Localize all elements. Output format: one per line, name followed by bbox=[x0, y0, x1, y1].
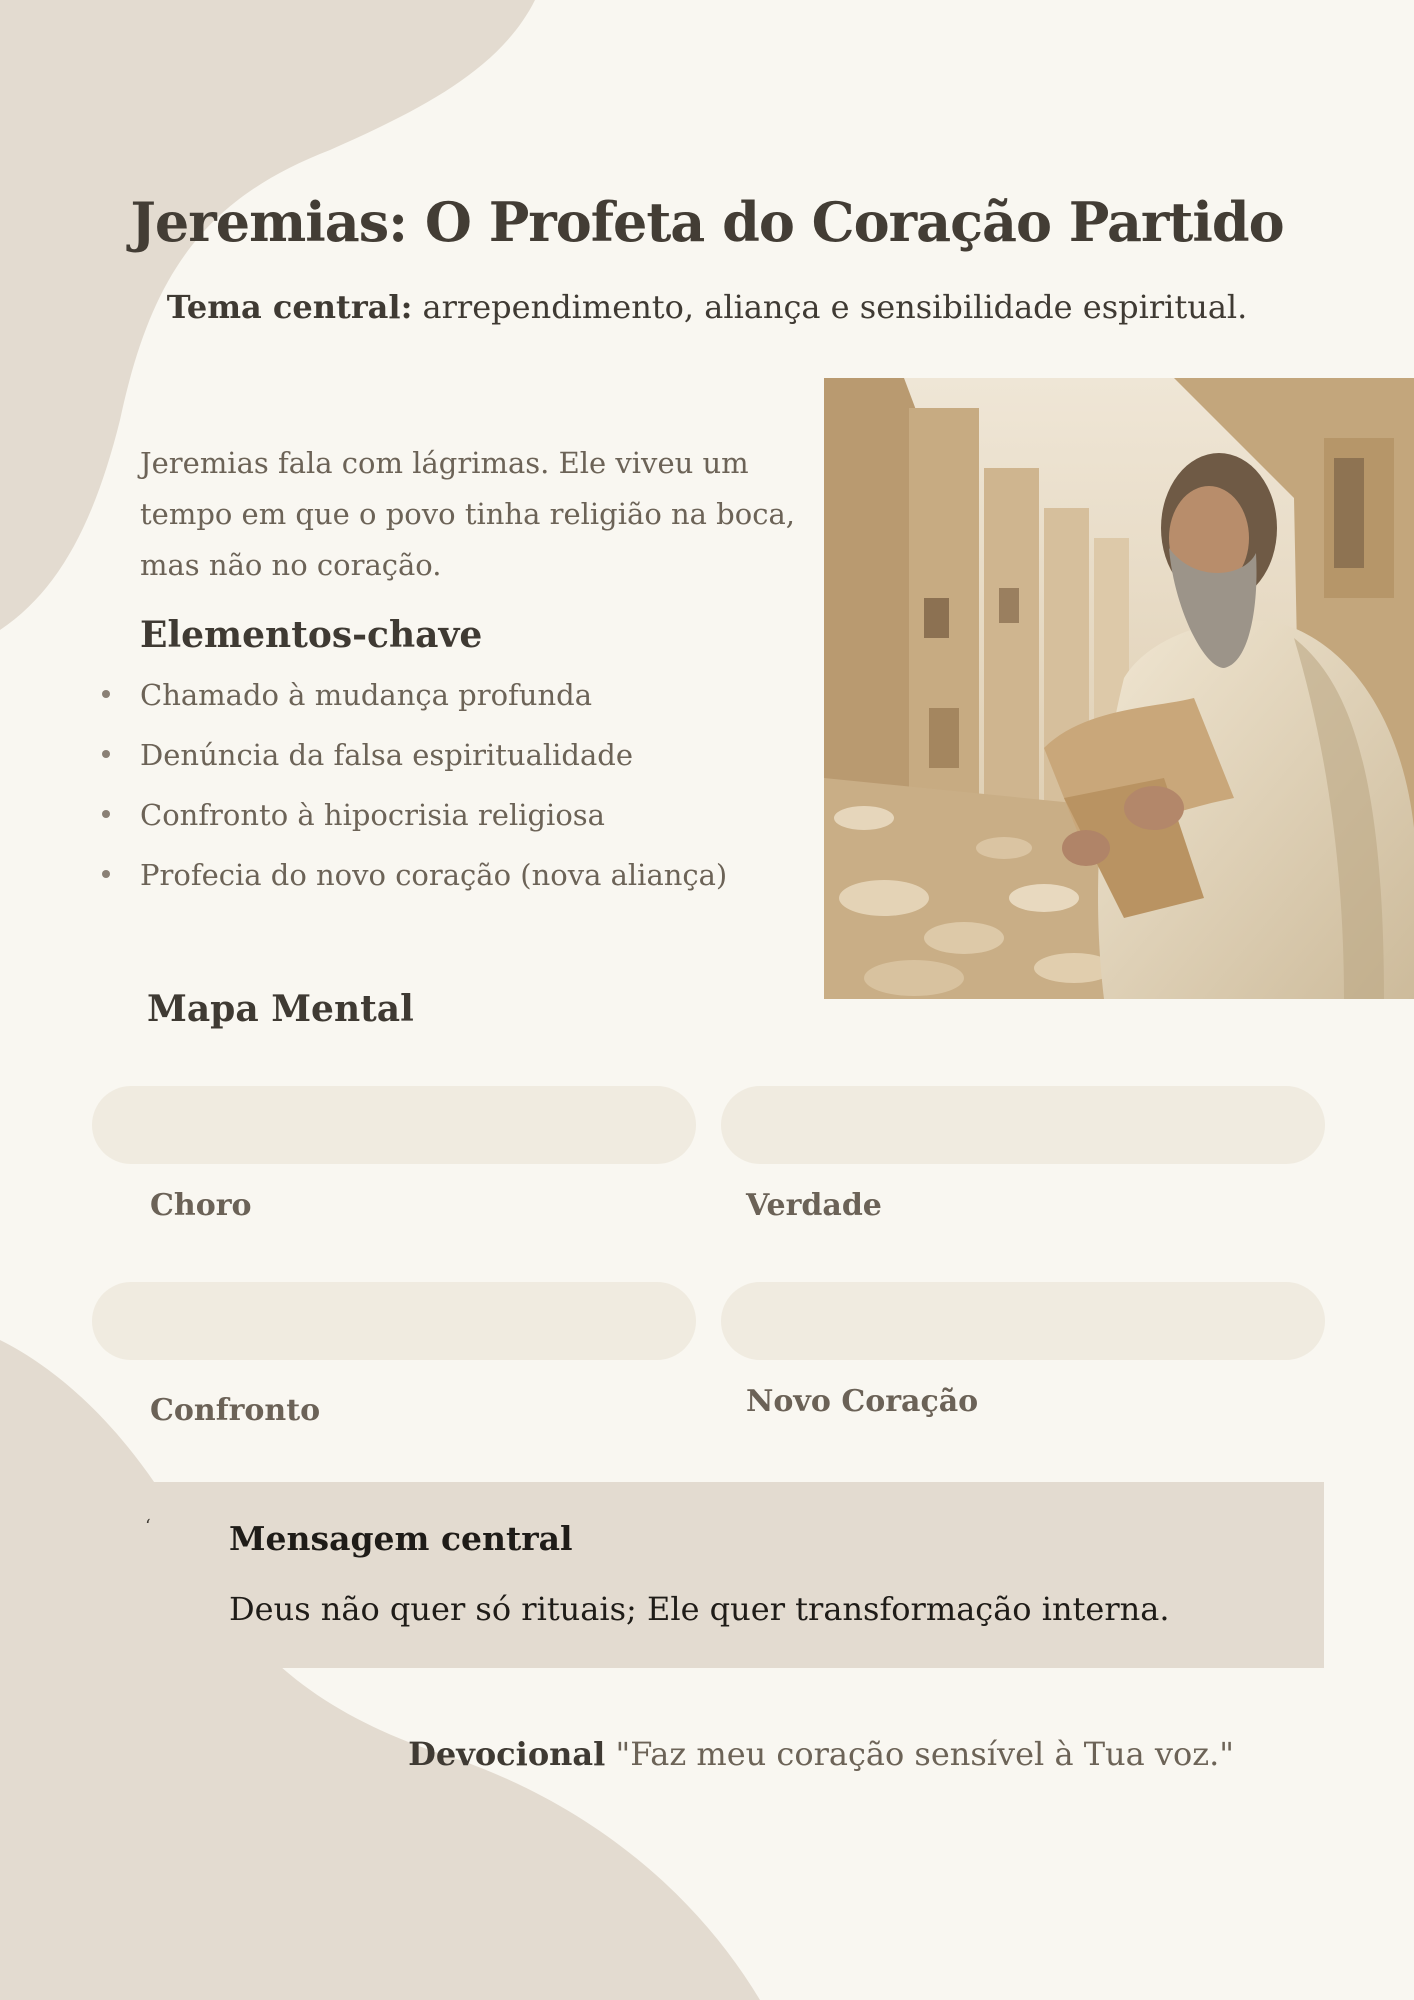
central-message-title: Mensagem central bbox=[229, 1519, 573, 1558]
page-title: Jeremias: O Profeta do Coração Partido bbox=[130, 190, 1284, 254]
bullet-icon bbox=[102, 690, 110, 698]
list-item: Profecia do novo coração (nova aliança) bbox=[96, 850, 796, 910]
devotional-label: Devocional bbox=[408, 1735, 606, 1773]
mind-map-node-bar-novo-coracao bbox=[721, 1282, 1325, 1360]
mind-map-node-choro: Choro bbox=[150, 1188, 252, 1223]
devotional-quote: "Faz meu coração sensível à Tua voz." bbox=[605, 1735, 1234, 1773]
page-subtitle bbox=[0, 288, 1414, 326]
subtitle-text: arrependimento, aliança e sensibilidade espiritual. bbox=[412, 288, 1248, 326]
mind-map-node-bar-confronto bbox=[92, 1282, 696, 1360]
quote-mark-icon: ʻ bbox=[145, 1516, 151, 1537]
list-item: Chamado à mudança profunda bbox=[96, 670, 796, 730]
intro-line: tempo em que o povo tinha religião na boca, bbox=[140, 497, 795, 531]
key-elements-heading: Elementos-chave bbox=[140, 614, 483, 656]
intro-paragraph bbox=[140, 438, 800, 591]
mind-map-heading: Mapa Mental bbox=[147, 988, 414, 1030]
subtitle-label: Tema central: bbox=[166, 288, 413, 326]
mind-map-node-verdade: Verdade bbox=[746, 1188, 882, 1223]
mind-map-node-novo-coracao: Novo Coração bbox=[746, 1384, 979, 1419]
intro-line: mas não no coração. bbox=[140, 548, 442, 582]
key-elements-list bbox=[96, 670, 796, 910]
list-item: Confronto à hipocrisia religiosa bbox=[96, 790, 796, 850]
bottom-left-blob bbox=[0, 1340, 760, 2000]
bullet-icon bbox=[102, 750, 110, 758]
central-message-box bbox=[127, 1482, 1324, 1668]
central-message-text: Deus não quer só rituais; Ele quer transformação interna. bbox=[229, 1590, 1170, 1628]
prophet-illustration bbox=[824, 378, 1414, 999]
mind-map-node-bar-verdade bbox=[721, 1086, 1325, 1164]
intro-line: Jeremias fala com lágrimas. Ele viveu um bbox=[140, 446, 749, 480]
prophet-photo bbox=[824, 378, 1414, 999]
devotional-line bbox=[0, 1735, 1234, 1773]
mind-map-node-bar-choro bbox=[92, 1086, 696, 1164]
bullet-icon bbox=[102, 810, 110, 818]
bullet-icon bbox=[102, 870, 110, 878]
mind-map-node-confronto: Confronto bbox=[150, 1393, 321, 1428]
list-item: Denúncia da falsa espiritualidade bbox=[96, 730, 796, 790]
